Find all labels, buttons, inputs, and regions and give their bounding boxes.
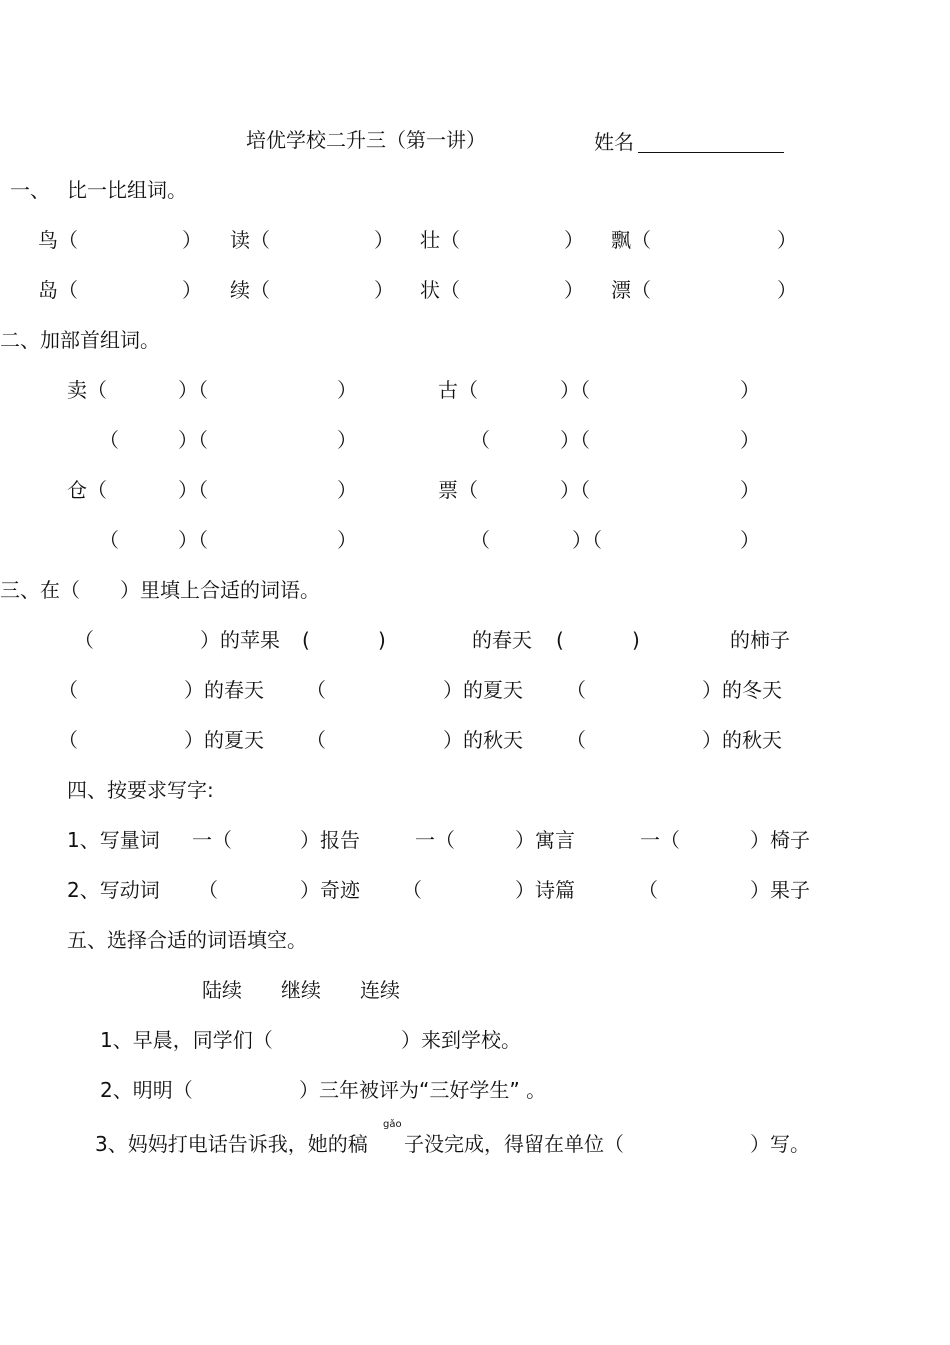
s2-r1-c: ） bbox=[337, 378, 357, 402]
s4-r1-d: ）寓言 bbox=[515, 828, 575, 852]
s1-r2-1-open: 岛（ bbox=[38, 278, 78, 302]
s2-r4-e: ）（ bbox=[572, 528, 602, 552]
s2-r4-d: （ bbox=[470, 528, 490, 552]
option-word-3: 连续 bbox=[360, 978, 400, 1002]
s4-r1-e: 一（ bbox=[640, 828, 680, 852]
s1-r2-4-open: 漂（ bbox=[611, 278, 651, 302]
s2-r3-b: ）（ bbox=[178, 478, 208, 502]
s4-r2-d: ）诗篇 bbox=[515, 878, 575, 902]
section2-heading: 二、加部首组词。 bbox=[0, 328, 160, 352]
s1-r1-2-close: ） bbox=[374, 228, 394, 252]
q3-end: ）写。 bbox=[750, 1132, 810, 1156]
s1-r2-3-open: 状（ bbox=[420, 278, 460, 302]
s1-r1-3-close: ） bbox=[564, 228, 584, 252]
s1-r1-4-open: 飘（ bbox=[611, 228, 651, 252]
s3-r3-f: ）的秋天 bbox=[702, 728, 782, 752]
s2-r3-f: ） bbox=[740, 478, 760, 502]
q2-start: 2、明明（ bbox=[100, 1078, 193, 1102]
s3-r1-g: ) bbox=[632, 628, 640, 652]
name-label: 姓名 bbox=[594, 130, 634, 154]
s4-r2-a: （ bbox=[198, 878, 218, 902]
name-input-line[interactable] bbox=[638, 152, 784, 153]
s1-r2-2-close: ） bbox=[374, 278, 394, 302]
s2-r4-b: ）（ bbox=[178, 528, 208, 552]
s2-r3-e: ）（ bbox=[560, 478, 590, 502]
s1-r1-1-open: 鸟（ bbox=[38, 228, 78, 252]
s1-r1-2-open: 读（ bbox=[230, 228, 270, 252]
q1-end: ）来到学校。 bbox=[401, 1028, 521, 1052]
option-word-2: 继续 bbox=[281, 978, 321, 1002]
s1-r2-3-close: ） bbox=[564, 278, 584, 302]
section3-heading: 三、在（ ）里填上合适的词语。 bbox=[0, 578, 320, 602]
s1-r2-2-open: 续（ bbox=[230, 278, 270, 302]
s2-r3-d: 票（ bbox=[438, 478, 478, 502]
s3-r2-b: ）的春天 bbox=[184, 678, 264, 702]
s4-r2-c: （ bbox=[402, 878, 422, 902]
s2-r1-b: ）（ bbox=[178, 378, 208, 402]
s4-r1-c: 一（ bbox=[415, 828, 455, 852]
option-word-1: 陆续 bbox=[202, 978, 242, 1002]
s4-r1-f: ）椅子 bbox=[750, 828, 810, 852]
s4-r2-b: ）奇迹 bbox=[300, 878, 360, 902]
section1-heading: 比一比组词。 bbox=[67, 178, 187, 202]
q1-start: 1、早晨，同学们（ bbox=[100, 1028, 273, 1052]
s3-r2-c: （ bbox=[306, 678, 326, 702]
q2-end: ）三年被评为“三好学生” 。 bbox=[299, 1078, 547, 1102]
s1-r1-1-close: ） bbox=[182, 228, 202, 252]
s3-r1-f: ( bbox=[556, 628, 564, 652]
s3-r1-e: 的春天 bbox=[472, 628, 532, 652]
s3-r2-f: ）的冬天 bbox=[702, 678, 782, 702]
s3-r1-b: ）的苹果 bbox=[200, 628, 280, 652]
s3-r1-h: 的柿子 bbox=[730, 628, 790, 652]
s3-r3-a: （ bbox=[58, 728, 78, 752]
q3-middle: 子没完成，得留在单位（ bbox=[404, 1132, 624, 1156]
s2-r2-d: （ bbox=[470, 428, 490, 452]
section5-heading: 五、选择合适的词语填空。 bbox=[67, 928, 307, 952]
s3-r3-b: ）的夏天 bbox=[184, 728, 264, 752]
s2-r1-d: 古（ bbox=[438, 378, 478, 402]
s2-r4-f: ） bbox=[740, 528, 760, 552]
s3-r3-d: ）的秋天 bbox=[443, 728, 523, 752]
page-title: 培优学校二升三（第一讲） bbox=[246, 128, 486, 152]
s4-r2-e: （ bbox=[638, 878, 658, 902]
s1-r2-4-close: ） bbox=[777, 278, 797, 302]
s1-r1-4-close: ） bbox=[777, 228, 797, 252]
s1-r1-3-open: 壮（ bbox=[420, 228, 460, 252]
s2-r4-a: （ bbox=[99, 528, 119, 552]
s2-r2-c: ） bbox=[337, 428, 357, 452]
s4-r2-f: ）果子 bbox=[750, 878, 810, 902]
s2-r4-c: ） bbox=[337, 528, 357, 552]
s2-r2-a: （ bbox=[99, 428, 119, 452]
s2-r3-c: ） bbox=[337, 478, 357, 502]
s2-r2-b: ）（ bbox=[178, 428, 208, 452]
s3-r1-a: （ bbox=[74, 628, 94, 652]
s3-r3-e: （ bbox=[566, 728, 586, 752]
q3-start: 3、妈妈打电话告诉我，她的稿 bbox=[95, 1132, 368, 1156]
s4-r1-a: 一（ bbox=[192, 828, 232, 852]
s2-r3-a: 仓（ bbox=[67, 478, 107, 502]
s2-r1-a: 卖（ bbox=[67, 378, 107, 402]
s3-r3-c: （ bbox=[306, 728, 326, 752]
s4-r1-b: ）报告 bbox=[300, 828, 360, 852]
s2-r2-f: ） bbox=[740, 428, 760, 452]
s2-r2-e: ）（ bbox=[560, 428, 590, 452]
pinyin-annotation: gǎo bbox=[383, 1119, 402, 1130]
s3-r2-a: （ bbox=[58, 678, 78, 702]
s3-r1-d: ) bbox=[378, 628, 386, 652]
s4-r1-label: 1、写量词 bbox=[67, 828, 160, 852]
s2-r1-e: ）（ bbox=[560, 378, 590, 402]
s3-r1-c: ( bbox=[302, 628, 310, 652]
s3-r2-d: ）的夏天 bbox=[443, 678, 523, 702]
s1-r2-1-close: ） bbox=[182, 278, 202, 302]
s4-r2-label: 2、写动词 bbox=[67, 878, 160, 902]
section1-number: 一、 bbox=[10, 178, 50, 202]
s3-r2-e: （ bbox=[566, 678, 586, 702]
section4-heading: 四、按要求写字: bbox=[67, 778, 214, 802]
s2-r1-f: ） bbox=[740, 378, 760, 402]
